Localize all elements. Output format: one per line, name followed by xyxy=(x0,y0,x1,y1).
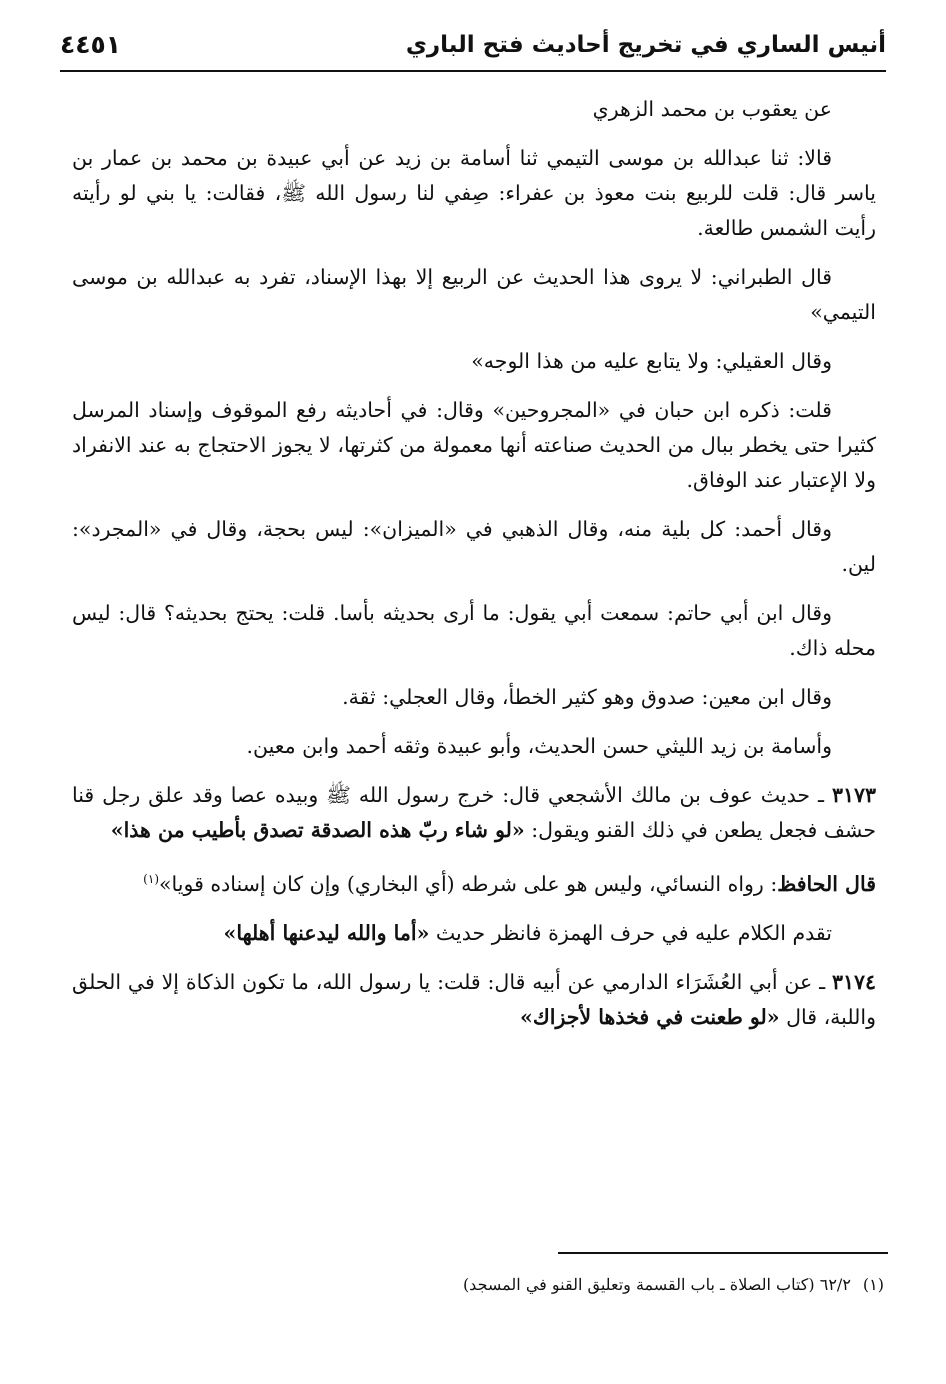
paragraph: قلت: ذكره ابن حبان في «المجروحين» وقال: في أحاديثه رفع الموقوف وإسناد المرسل كثيرا حتى يخطر ببال من الحديث صناعته أنها معمولة من كثرتها، لا يجوز الاحتجاج به عند الانفراد ولا الإعتبار عند الوفاق. xyxy=(72,398,876,492)
paragraph: قال الطبراني: لا يروى هذا الحديث عن الربيع إلا بهذا الإسناد، تفرد به عبدالله بن موسى التيمي» xyxy=(72,265,876,324)
paragraph-text: تقدم الكلام عليه في حرف الهمزة فانظر حديث xyxy=(429,920,832,945)
hadith-number: ٣١٧٣ xyxy=(831,783,876,807)
paragraph: قالا: ثنا عبدالله بن موسى التيمي ثنا أسامة بن زيد عن أبي عبيدة بن محمد بن عمار بن ياسر قال: قلت للربيع بنت معوذ بن عفراء: صِفي لنا رسول الله ﷺ، فقالت: يا بني لو رأيته رأيت الشمس طالعة. xyxy=(72,146,876,240)
footnote xyxy=(60,1272,884,1298)
hadith-text: ـ عن أبي العُشَرَاء الدارمي عن أبيه قال: قلت: يا رسول الله، ما تكون الذكاة إلا في الحلق واللبة، قال xyxy=(72,969,876,1029)
hafiz-label: قال الحافظ xyxy=(777,871,876,896)
hadith-number: ٣١٧٤ xyxy=(831,969,876,994)
hadith-quote: «لو شاء ربّ هذه الصدقة تصدق بأطيب من هذا» xyxy=(110,818,525,842)
hadith-entry xyxy=(72,965,876,1035)
footnote-ref: (١) xyxy=(143,872,159,886)
paragraph: وقال العقيلي: ولا يتابع عليه من هذا الوجه» xyxy=(471,349,832,373)
paragraph: عن يعقوب بن محمد الزهري xyxy=(592,97,832,121)
paragraph: وقال أحمد: كل بلية منه، وقال الذهبي في «الميزان»: ليس بحجة، وقال في «المجرد»: لين. xyxy=(72,517,876,576)
running-title: أنيس الساري في تخريج أحاديث فتح الباري xyxy=(405,32,886,58)
main-text xyxy=(72,92,876,1049)
footnote-rule xyxy=(558,1252,888,1254)
hafiz-comment xyxy=(72,862,876,902)
paragraph: وقال ابن أبي حاتم: سمعت أبي يقول: ما أرى بحديثه بأسا. قلت: يحتج بحديثه؟ قال: ليس محله ذاك. xyxy=(72,601,876,660)
page-header xyxy=(60,28,886,72)
footnote-number: (١) xyxy=(862,1275,884,1294)
hadith-quote: «أما والله ليدعنها أهلها» xyxy=(223,920,430,945)
paragraph xyxy=(72,916,876,951)
paragraph: وقال ابن معين: صدوق وهو كثير الخطأ، وقال العجلي: ثقة. xyxy=(342,685,832,709)
paragraph: وأسامة بن زيد الليثي حسن الحديث، وأبو عبيدة وثقه أحمد وابن معين. xyxy=(246,734,832,758)
page-number: ٤٤٥١ xyxy=(60,30,122,59)
hafiz-text: : رواه النسائي، وليس هو على شرطه (أي البخاري) وإن كان إسناده قويا» xyxy=(159,871,778,896)
header-rule xyxy=(60,70,886,72)
hadith-entry xyxy=(72,778,876,848)
footnote-text: ٦٢/٢ (كتاب الصلاة ـ باب القسمة وتعليق القنو في المسجد) xyxy=(462,1275,851,1294)
hadith-quote: «لو طعنت في فخذها لأجزاك» xyxy=(520,1004,780,1029)
hadith-text: ـ حديث عوف بن مالك الأشجعي قال: خرج رسول الله ﷺ وبيده عصا وقد علق رجل قنا حشف فجعل يطعن في ذلك القنو ويقول: xyxy=(72,783,876,842)
